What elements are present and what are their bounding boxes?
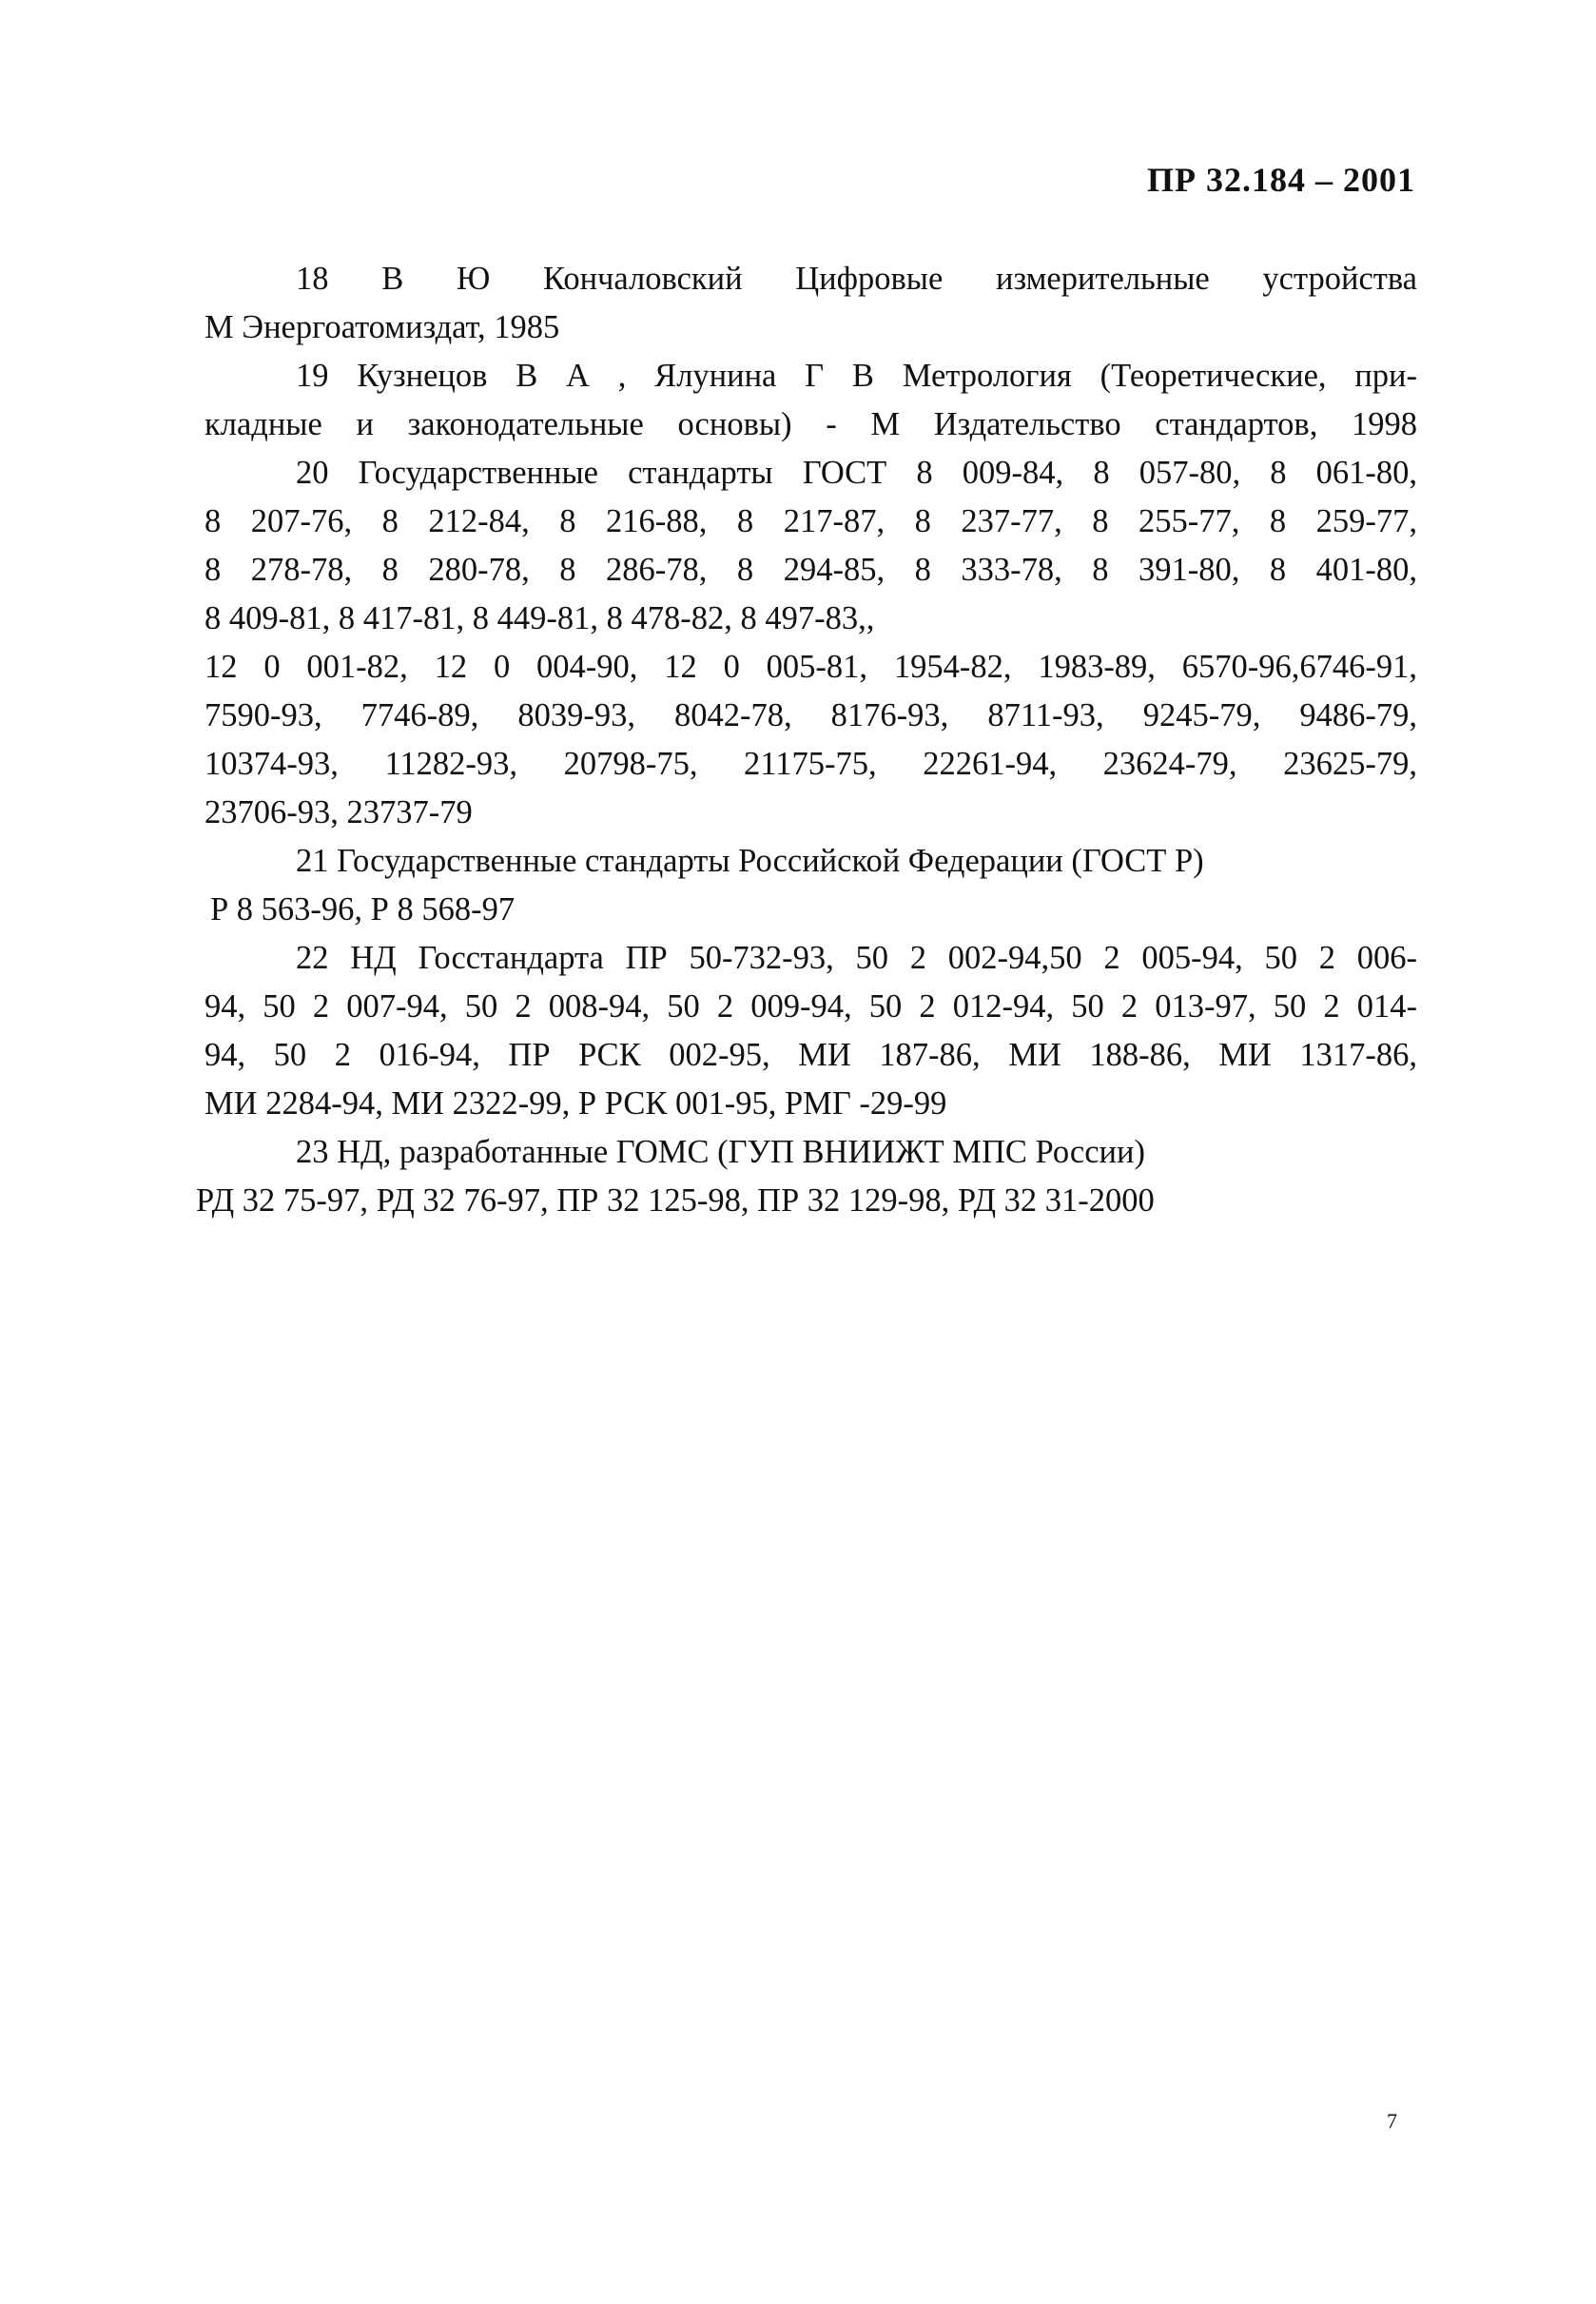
reference-line: 18 В Ю Кончаловский Цифровые измерительные устройства <box>296 261 1417 297</box>
reference-line: 22 НД Госстандарта ПР 50-732-93, 50 2 002-94,50 2 005-94, 50 2 006- <box>296 940 1417 976</box>
reference-entry-23 <box>196 1128 1417 1225</box>
reference-entry-22 <box>204 934 1417 1128</box>
reference-line: 20 Государственные стандарты ГОСТ 8 009-84, 8 057-80, 8 061-80, <box>296 455 1417 491</box>
reference-line: 94, 50 2 007-94, 50 2 008-94, 50 2 009-94, 50 2 012-94, 50 2 013-97, 50 2 014- <box>204 988 1417 1025</box>
document-code: ПР 32.184 – 2001 <box>1147 161 1415 199</box>
reference-line: 8 207-76, 8 212-84, 8 216-88, 8 217-87, 8 237-77, 8 255-77, 8 259-77, <box>204 503 1417 539</box>
reference-line: МИ 2284-94, МИ 2322-99, Р РСК 001-95, РМГ -29-99 <box>204 1085 947 1122</box>
reference-line: РД 32 75-97, РД 32 76-97, ПР 32 125-98, ПР 32 129-98, РД 32 31-2000 <box>196 1182 1155 1219</box>
reference-line: 12 0 001-82, 12 0 004-90, 12 0 005-81, 1954-82, 1983-89, 6570-96,6746-91, <box>204 649 1417 685</box>
reference-line: 94, 50 2 016-94, ПР РСК 002-95, МИ 187-86, МИ 188-86, МИ 1317-86, <box>204 1037 1417 1073</box>
page-number: 7 <box>1387 2109 1397 2133</box>
reference-line: 23 НД, разработанные ГОМС (ГУП ВНИИЖТ МПС России) <box>296 1134 1145 1170</box>
reference-line: 7590-93, 7746-89, 8039-93, 8042-78, 8176-93, 8711-93, 9245-79, 9486-79, <box>204 697 1417 733</box>
reference-line: Р 8 563-96, Р 8 568-97 <box>210 891 516 927</box>
reference-entry-19 <box>204 352 1417 449</box>
reference-line: 8 409-81, 8 417-81, 8 449-81, 8 478-82, 8 497-83,, <box>204 600 875 636</box>
reference-entry-21 <box>204 837 1417 934</box>
reference-line: М Энергоатомиздат, 1985 <box>204 309 560 345</box>
reference-line: 23706-93, 23737-79 <box>204 794 473 830</box>
reference-entry-18 <box>204 255 1417 352</box>
reference-entry-20 <box>204 449 1417 837</box>
reference-line: 8 278-78, 8 280-78, 8 286-78, 8 294-85, 8 333-78, 8 391-80, 8 401-80, <box>204 552 1417 588</box>
reference-line: кладные и законодательные основы) - М Издательство стандартов, 1998 <box>204 406 1417 442</box>
reference-line: 21 Государственные стандарты Российской Федерации (ГОСТ Р) <box>296 843 1204 879</box>
references-list <box>196 255 1417 1225</box>
reference-line: 10374-93, 11282-93, 20798-75, 21175-75, 22261-94, 23624-79, 23625-79, <box>204 746 1417 782</box>
reference-line: 19 Кузнецов В А , Ялунина Г В Метрология (Теоретические, при- <box>296 358 1417 394</box>
